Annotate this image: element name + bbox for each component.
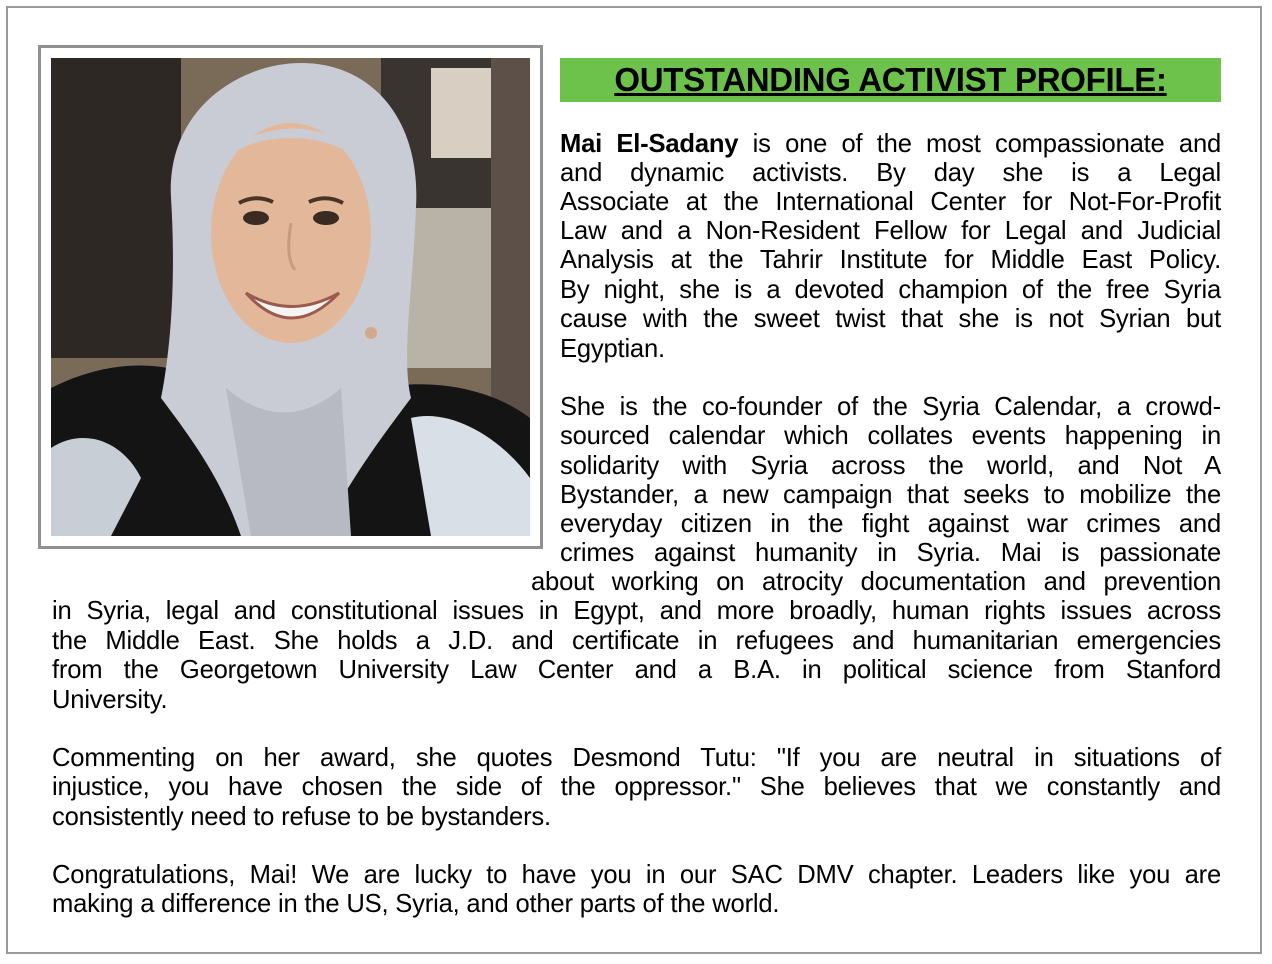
p3-line: Commenting on her award, she quotes Desmond Tutu: "If you are neutral in situations of [52,744,1221,772]
intro-line: Law and a Non-Resident Fellow for Legal and Judicial [560,217,1221,245]
intro-line: Egyptian. [560,335,665,363]
p2-line: everyday citizen in the fight against war crimes and [560,510,1221,538]
p2-line: She is the co-founder of the Syria Calendar, a crowd- [560,393,1221,421]
p2-line: sourced calendar which collates events happening in [560,422,1221,450]
profile-title: OUTSTANDING ACTIVIST PROFILE: [560,58,1221,102]
p2-line: solidarity with Syria across the world, and Not A [560,452,1221,480]
intro-line: and dynamic activists. By day she is a Legal [560,159,1221,187]
p4-line: making a difference in the US, Syria, and other parts of the world. [52,890,780,918]
p2-line: the Middle East. She holds a J.D. and certificate in refugees and humanitarian emergencies [52,627,1221,655]
intro-line: By night, she is a devoted champion of the free Syria [560,276,1221,304]
p3-line: consistently need to refuse to be bystanders. [52,803,551,831]
p2-line: Bystander, a new campaign that seeks to mobilize the [560,481,1221,509]
portrait-photo [51,58,530,536]
p2-line: about working on atrocity documentation and prevention [531,568,1221,596]
intro-line-rest: is one of the most compassionate and [738,130,1222,158]
p3-line: injustice, you have chosen the side of the oppressor." She believes that we constantly and [52,773,1221,801]
portrait-frame [38,45,543,549]
p2-line: University. [52,686,168,714]
p2-line: from the Georgetown University Law Center and a B.A. in political science from Stanford [52,656,1221,684]
activist-name: Mai El-Sadany [560,130,739,158]
p4-line: Congratulations, Mai! We are lucky to have you in our SAC DMV chapter. Leaders like you are [52,861,1221,889]
intro-line: cause with the sweet twist that she is not Syrian but [560,305,1221,333]
intro-line [560,130,1221,159]
p2-line: in Syria, legal and constitutional issues in Egypt, and more broadly, human rights issues across [52,597,1221,625]
p2-line: crimes against humanity in Syria. Mai is passionate [560,539,1221,567]
intro-line: Associate at the International Center for Not-For-Profit [560,188,1221,216]
intro-line: Analysis at the Tahrir Institute for Middle East Policy. [560,246,1221,274]
